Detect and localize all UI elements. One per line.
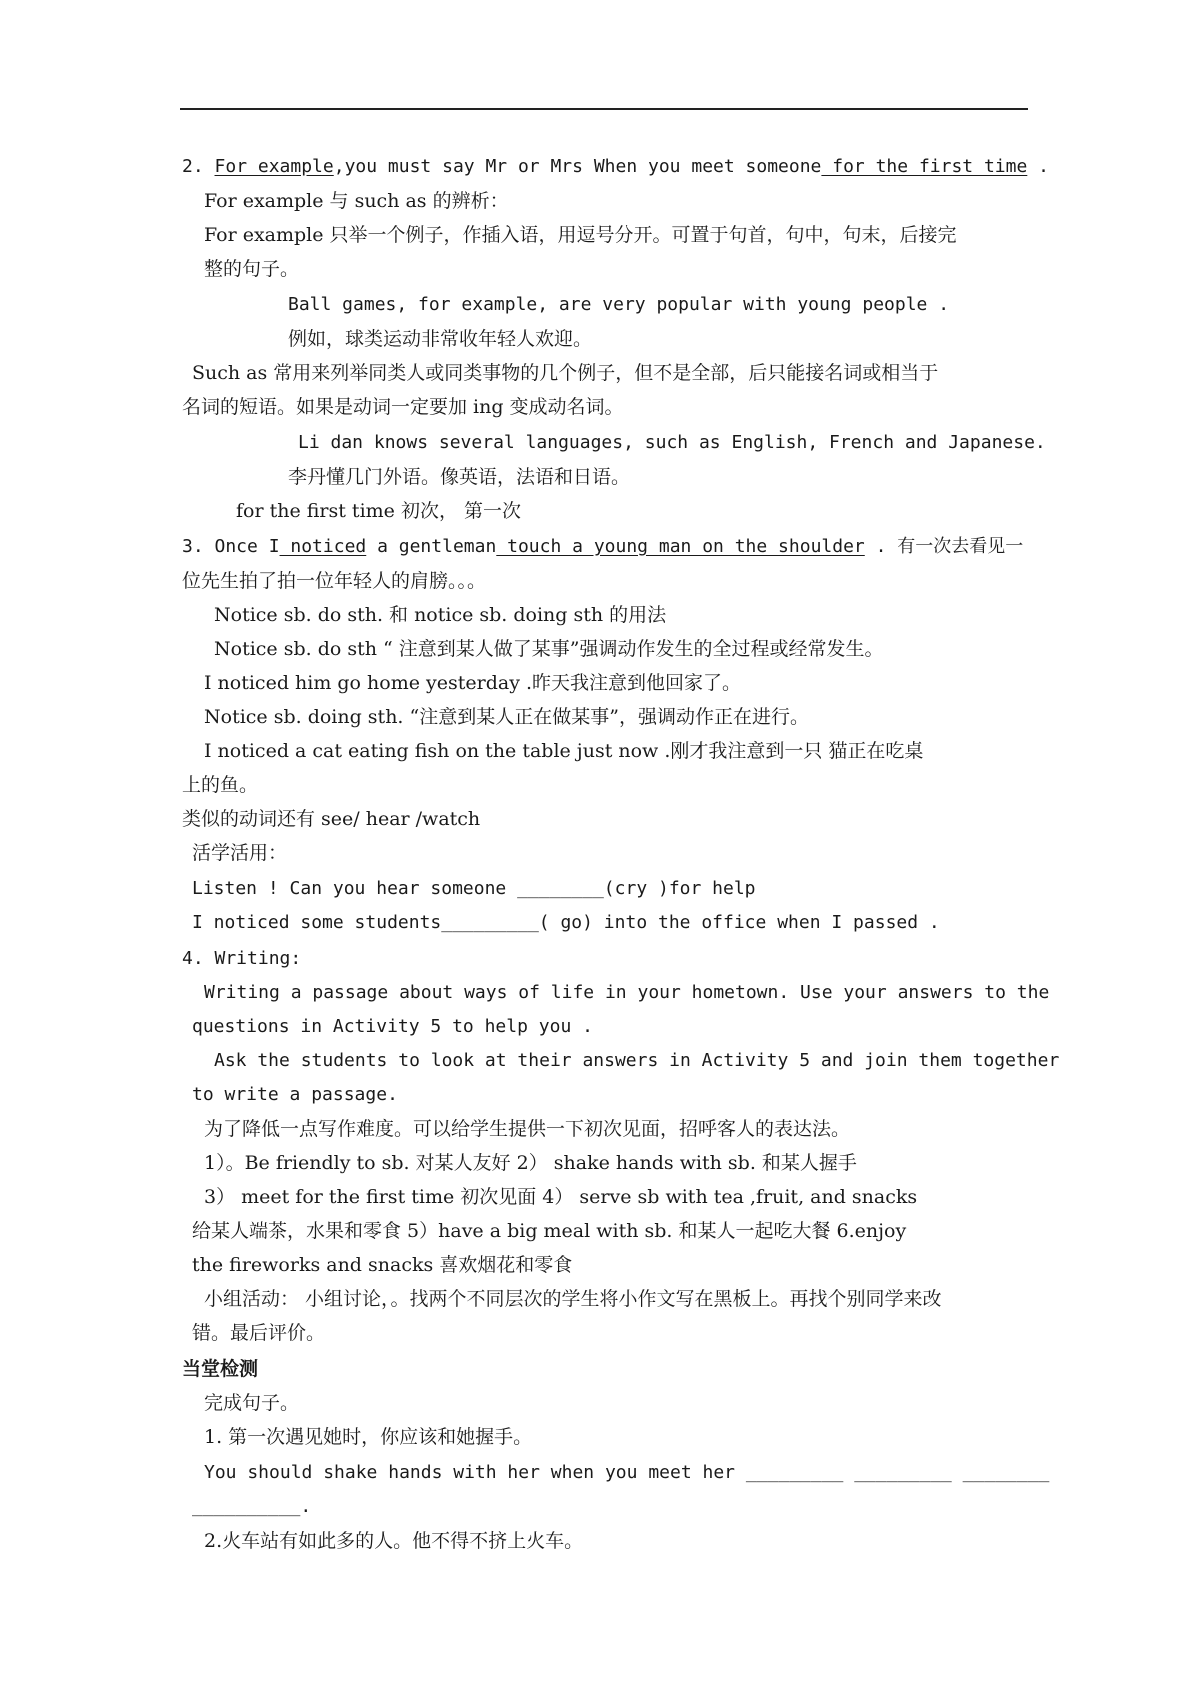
item-3-sentence: 3. Once I noticed a gentleman touch a young man on the shoulder . 有一次去看见一 [182,536,1024,557]
text-line: For example 只举一个例子，作插入语，用逗号分开。可置于句首，句中，句末，后接完 [204,224,957,246]
text-line: Notice sb. doing sth. “注意到某人正在做某事”，强调动作正在进行。 [204,706,809,728]
text-line: 类似的动词还有 see/ hear /watch [182,808,481,830]
phrase-meaning: for the first time 初次， 第一次 [236,500,521,522]
exercise-blank: __________. [192,1496,312,1517]
text-line: 错。最后评价。 [192,1322,326,1344]
text-line: For example 与 such as 的辨析： [204,190,509,212]
text-line: 上的鱼。 [182,774,259,796]
exercise-prompt: 1. 第一次遇见她时，你应该和她握手。 [204,1426,533,1448]
example-translation: 例如，球类运动非常收年轻人欢迎。 [288,328,593,350]
example-translation: 李丹懂几门外语。像英语，法语和日语。 [288,466,631,488]
text-line: 整的句子。 [204,258,300,280]
text-line: 名词的短语。如果是动词一定要加 ing 变成动名词。 [182,396,624,418]
expression-list: 给某人端茶，水果和零食 5）have a big meal with sb. 和某人一起吃大餐 6.enjoy [192,1220,907,1242]
expression-list: 3） meet for the first time 初次见面 4） serve sb with tea ,fruit, and snacks [204,1186,918,1208]
text-line: I noticed a cat eating fish on the table just now .刚才我注意到一只 猫正在吃桌 [204,740,924,762]
text-line: Notice sb. do sth “ 注意到某人做了某事”强调动作发生的全过程或经常发生。 [214,638,884,660]
practice-question: Listen ! Can you hear someone ________(cry )for help [192,878,756,899]
text-line: 完成句子。 [204,1392,300,1414]
section-heading: 当堂检测 [182,1358,259,1380]
exercise-sentence: You should shake hands with her when you meet her _________ _________ ________ [204,1462,1050,1483]
practice-question: I noticed some students_________( go) into the office when I passed . [192,912,940,933]
expression-list: the fireworks and snacks 喜欢烟花和零食 [192,1254,573,1276]
item-4-heading: 4. Writing: [182,948,302,969]
text-line: to write a passage. [192,1084,398,1105]
text-line: Writing a passage about ways of life in your hometown. Use your answers to the [204,982,1050,1003]
text-line: Notice sb. do sth. 和 notice sb. doing sth 的用法 [214,604,667,626]
item-2-sentence: 2. For example,you must say Mr or Mrs When you meet someone for the first time . [182,156,1049,177]
text-line: 为了降低一点写作难度。可以给学生提供一下初次见面，招呼客人的表达法。 [204,1118,851,1140]
example-sentence: Ball games, for example, are very popular with young people . [288,294,950,315]
text-line: I noticed him go home yesterday .昨天我注意到他回家了。 [204,672,742,694]
text-line: 位先生拍了拍一位年轻人的肩膀。。。 [182,570,487,592]
text-line: questions in Activity 5 to help you . [192,1016,593,1037]
text-line: Such as 常用来列举同类人或同类事物的几个例子，但不是全部，后只能接名词或相当于 [192,362,939,384]
header-rule [180,108,1028,110]
exercise-prompt: 2.火车站有如此多的人。他不得不挤上火车。 [204,1530,584,1552]
text-line: Ask the students to look at their answers in Activity 5 and join them together [214,1050,1060,1071]
expression-list: 1）。Be friendly to sb. 对某人友好 2） shake hands with sb. 和某人握手 [204,1152,857,1174]
practice-heading: 活学活用： [192,842,288,864]
example-sentence: Li dan knows several languages, such as English, French and Japanese. [298,432,1046,453]
text-line: 小组活动： 小组讨论，。找两个不同层次的学生将小作文写在黑板上。再找个别同学来改 [204,1288,942,1310]
